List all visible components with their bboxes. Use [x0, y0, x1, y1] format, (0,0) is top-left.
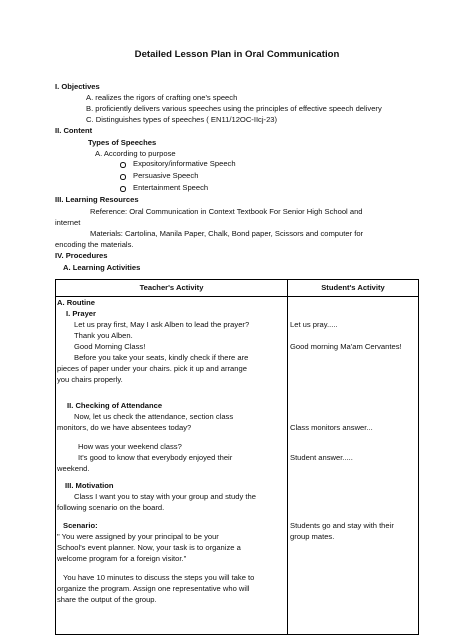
objective-b: B. proficiently delivers various speeches using the principles of effective speech delivery	[86, 104, 382, 113]
prayer-line-3: Good Morning Class!	[74, 342, 146, 351]
bullet-icon	[120, 186, 126, 192]
scenario-line-3: welcome program for a foreign visitor."	[57, 554, 187, 563]
reference-line-2: internet	[55, 218, 81, 227]
student-answer: Student answer.....	[290, 453, 353, 462]
weekend-line-3: weekend.	[57, 464, 90, 473]
objective-c: C. Distinguishes types of speeches ( EN11/12OC-IIcj-23)	[86, 115, 278, 124]
motivation-line-1: Class I want you to stay with your group and study the	[74, 492, 256, 501]
procedures-sub: A. Learning Activities	[63, 263, 141, 272]
student-monitors: Class monitors answer...	[290, 423, 373, 432]
attendance-heading: II. Checking of Attendance	[67, 401, 163, 410]
attendance-line-2: monitors, do we have absentees today?	[57, 423, 192, 432]
student-greeting: Good morning Ma'am Cervantes!	[290, 342, 402, 351]
materials-line-1: Materials: Cartolina, Manila Paper, Chalk, Bond paper, Scissors and computer for	[90, 229, 364, 238]
scenario-line-1: " You were assigned by your principal to be your	[57, 532, 219, 541]
content-topic: Types of Speeches	[88, 138, 157, 147]
prayer-line-1: Let us pray first, May I ask Alben to lead the prayer?	[74, 320, 250, 329]
prayer-line-2: Thank you Alben.	[74, 331, 133, 340]
content-sub: A. According to purpose	[95, 149, 176, 158]
procedures-heading: IV. Procedures	[55, 251, 108, 260]
student-groups-line-2: group mates.	[290, 532, 335, 541]
routine-heading: A. Routine	[57, 298, 95, 307]
prayer-line-6: you chairs properly.	[57, 375, 123, 384]
resources-heading: III. Learning Resources	[55, 195, 139, 204]
weekend-line-1: How was your weekend class?	[78, 442, 182, 451]
minutes-line-2: organize the program. Assign one representative who will	[57, 584, 250, 593]
content-bullet-2: Persuasive Speech	[133, 171, 199, 180]
student-activity-header: Student's Activity	[288, 280, 419, 297]
teacher-activity-cell	[56, 297, 288, 635]
student-pray: Let us pray.....	[290, 320, 338, 329]
content-bullet-1: Expository/informative Speech	[133, 159, 236, 168]
prayer-heading: I. Prayer	[66, 309, 96, 318]
attendance-line-1: Now, let us check the attendance, section class	[74, 412, 234, 421]
content-bullet-3: Entertainment Speech	[133, 183, 209, 192]
scenario-heading: Scenario:	[63, 521, 98, 530]
student-groups-line-1: Students go and stay with their	[290, 521, 394, 530]
prayer-line-4: Before you take your seats, kindly check if there are	[74, 353, 249, 362]
document-title: Detailed Lesson Plan in Oral Communication	[134, 49, 340, 60]
minutes-line-3: share the output of the group.	[57, 595, 157, 604]
table-row	[56, 297, 419, 635]
objective-a: A. realizes the rigors of crafting one's speech	[86, 93, 238, 102]
table-header-row	[56, 280, 419, 297]
reference-line-1: Reference: Oral Communication in Context Textbook For Senior High School and	[90, 207, 363, 216]
materials-line-2: encoding the materials.	[55, 240, 134, 249]
content-heading: II. Content	[55, 126, 93, 135]
scenario-line-2: School's event planner. Now, your task is to organize a	[57, 543, 241, 552]
motivation-heading: III. Motivation	[65, 481, 114, 490]
student-activity-cell	[288, 297, 419, 635]
bullet-icon	[120, 174, 126, 180]
activities-table	[55, 279, 419, 635]
objectives-heading: I. Objectives	[55, 82, 100, 91]
bullet-icon	[120, 162, 126, 168]
minutes-line-1: You have 10 minutes to discuss the steps you will take to	[63, 573, 255, 582]
motivation-line-2: following scenario on the board.	[57, 503, 165, 512]
weekend-line-2: It's good to know that everybody enjoyed their	[78, 453, 233, 462]
prayer-line-5: pieces of paper under your chairs. pick it up and arrange	[57, 364, 247, 373]
teacher-activity-header: Teacher's Activity	[56, 280, 288, 297]
